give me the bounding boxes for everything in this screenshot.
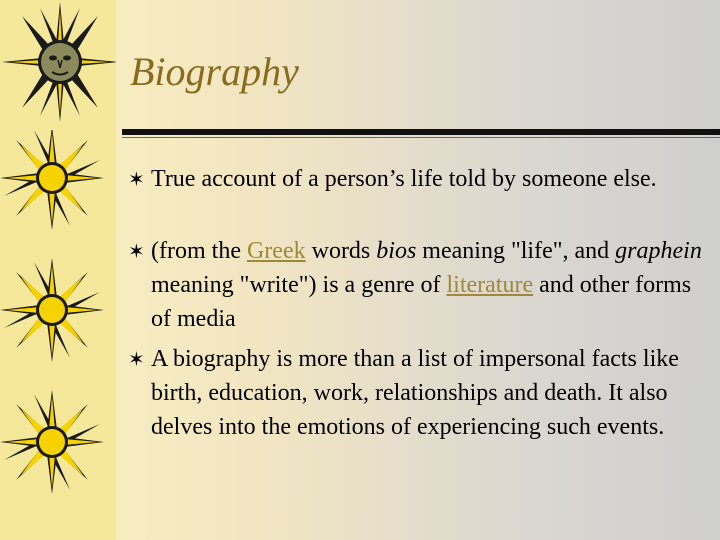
bullet-text-part: words bbox=[305, 238, 377, 264]
star-burst-bullet-icon: ✶ bbox=[128, 239, 145, 263]
title-divider-shadow bbox=[122, 137, 720, 138]
sun-face-icon bbox=[0, 0, 116, 124]
greek-link[interactable]: Greek bbox=[246, 238, 306, 264]
bullet-text bbox=[128, 234, 713, 336]
bullet-text-part: and other forms of media bbox=[151, 272, 692, 332]
italic-term-bios: bios bbox=[376, 238, 417, 264]
bullet-text: True account of a person’s life told by someone else. bbox=[151, 166, 657, 192]
bullet-item-1 bbox=[128, 162, 713, 196]
star-burst-bullet-icon: ✶ bbox=[128, 347, 145, 371]
bullet-text: A biography is more than a list of impersonal facts like birth, education, work, relationships and death. It also delves into the emotions of experiencing such events. bbox=[151, 346, 679, 440]
title-divider bbox=[122, 129, 720, 135]
italic-term-graphein: graphein bbox=[615, 238, 702, 264]
literature-link[interactable]: literature bbox=[446, 272, 534, 298]
bullet-item-2 bbox=[128, 234, 713, 336]
slide-title: Biography bbox=[130, 49, 299, 94]
bullet-text-part: meaning "life", and bbox=[416, 238, 616, 264]
bullet-text-part: (from the bbox=[151, 238, 247, 264]
sun-burst-icon bbox=[0, 130, 116, 530]
bullet-item-3 bbox=[128, 342, 713, 444]
bullet-text-part: meaning "write") is a genre of bbox=[151, 272, 447, 298]
star-burst-bullet-icon: ✶ bbox=[128, 167, 145, 191]
